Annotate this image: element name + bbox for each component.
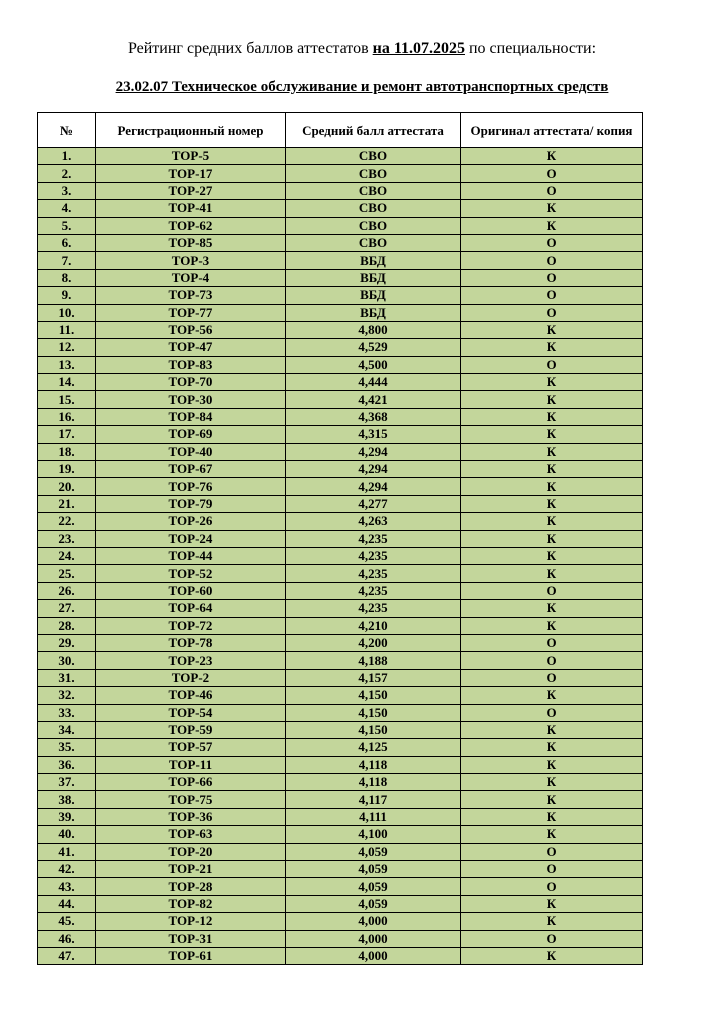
cell-registration: ТОР-30	[96, 391, 286, 408]
cell-number: 43.	[38, 878, 96, 895]
cell-registration: ТОР-36	[96, 808, 286, 825]
cell-original-copy: К	[461, 826, 643, 843]
table-row	[38, 808, 643, 825]
cell-original-copy: К	[461, 217, 643, 234]
cell-score: 4,421	[286, 391, 461, 408]
table-row	[38, 721, 643, 738]
cell-number: 29.	[38, 634, 96, 651]
cell-registration: ТОР-63	[96, 826, 286, 843]
cell-score: 4,117	[286, 791, 461, 808]
cell-registration: ТОР-27	[96, 182, 286, 199]
cell-registration: ТОР-59	[96, 721, 286, 738]
cell-registration: ТОР-17	[96, 165, 286, 182]
column-header-registration: Регистрационный номер	[96, 113, 286, 148]
cell-original-copy: К	[461, 895, 643, 912]
cell-registration: ТОР-47	[96, 339, 286, 356]
cell-score: 4,294	[286, 478, 461, 495]
table-row	[38, 913, 643, 930]
cell-registration: ТОР-66	[96, 774, 286, 791]
cell-registration: ТОР-72	[96, 617, 286, 634]
cell-original-copy: К	[461, 200, 643, 217]
cell-score: ВБД	[286, 287, 461, 304]
cell-number: 28.	[38, 617, 96, 634]
cell-score: 4,263	[286, 513, 461, 530]
cell-score: 4,125	[286, 739, 461, 756]
cell-score: 4,059	[286, 878, 461, 895]
table-row	[38, 321, 643, 338]
table-row	[38, 287, 643, 304]
table-row	[38, 269, 643, 286]
cell-registration: ТОР-61	[96, 947, 286, 964]
cell-original-copy: К	[461, 791, 643, 808]
cell-score: 4,100	[286, 826, 461, 843]
cell-score: 4,294	[286, 443, 461, 460]
specialty-heading: 23.02.07 Техническое обслуживание и ремонт автотранспортных средств	[115, 79, 609, 95]
cell-registration: ТОР-64	[96, 600, 286, 617]
table-row	[38, 165, 643, 182]
table-row	[38, 182, 643, 199]
cell-original-copy: О	[461, 634, 643, 651]
cell-registration: ТОР-52	[96, 565, 286, 582]
cell-number: 9.	[38, 287, 96, 304]
table-row	[38, 687, 643, 704]
cell-score: СВО	[286, 182, 461, 199]
cell-score: 4,000	[286, 913, 461, 930]
table-row	[38, 861, 643, 878]
cell-number: 25.	[38, 565, 96, 582]
cell-original-copy: К	[461, 739, 643, 756]
title-date: на 11.07.2025	[372, 40, 465, 57]
cell-registration: ТОР-84	[96, 408, 286, 425]
cell-score: 4,000	[286, 947, 461, 964]
table-row	[38, 408, 643, 425]
cell-registration: ТОР-24	[96, 530, 286, 547]
cell-registration: ТОР-83	[96, 356, 286, 373]
cell-registration: ТОР-46	[96, 687, 286, 704]
column-header-number: №	[38, 113, 96, 148]
cell-original-copy: О	[461, 704, 643, 721]
cell-score: 4,235	[286, 547, 461, 564]
table-row	[38, 947, 643, 964]
cell-score: 4,500	[286, 356, 461, 373]
cell-score: 4,157	[286, 669, 461, 686]
cell-score: ВБД	[286, 269, 461, 286]
cell-score: 4,529	[286, 339, 461, 356]
cell-score: СВО	[286, 200, 461, 217]
cell-number: 2.	[38, 165, 96, 182]
cell-original-copy: К	[461, 687, 643, 704]
table-row	[38, 443, 643, 460]
cell-number: 33.	[38, 704, 96, 721]
table-header-row	[38, 113, 643, 148]
cell-number: 21.	[38, 495, 96, 512]
cell-number: 15.	[38, 391, 96, 408]
cell-original-copy: К	[461, 721, 643, 738]
cell-registration: ТОР-62	[96, 217, 286, 234]
cell-original-copy: О	[461, 861, 643, 878]
cell-registration: ТОР-75	[96, 791, 286, 808]
cell-original-copy: К	[461, 913, 643, 930]
cell-number: 10.	[38, 304, 96, 321]
cell-registration: ТОР-76	[96, 478, 286, 495]
cell-score: 4,235	[286, 582, 461, 599]
cell-original-copy: О	[461, 269, 643, 286]
cell-number: 12.	[38, 339, 96, 356]
cell-number: 16.	[38, 408, 96, 425]
cell-registration: ТОР-57	[96, 739, 286, 756]
cell-number: 36.	[38, 756, 96, 773]
cell-registration: ТОР-4	[96, 269, 286, 286]
cell-score: 4,150	[286, 721, 461, 738]
table-row	[38, 461, 643, 478]
table-row	[38, 895, 643, 912]
cell-registration: ТОР-60	[96, 582, 286, 599]
table-row	[38, 339, 643, 356]
table-row	[38, 547, 643, 564]
cell-score: 4,210	[286, 617, 461, 634]
table-row	[38, 617, 643, 634]
cell-original-copy: О	[461, 878, 643, 895]
cell-original-copy: К	[461, 374, 643, 391]
cell-original-copy: К	[461, 808, 643, 825]
cell-number: 4.	[38, 200, 96, 217]
cell-registration: ТОР-69	[96, 426, 286, 443]
cell-registration: ТОР-21	[96, 861, 286, 878]
cell-registration: ТОР-41	[96, 200, 286, 217]
cell-number: 47.	[38, 947, 96, 964]
cell-original-copy: К	[461, 391, 643, 408]
cell-number: 6.	[38, 234, 96, 251]
cell-original-copy: О	[461, 304, 643, 321]
table-row	[38, 634, 643, 651]
cell-number: 20.	[38, 478, 96, 495]
cell-number: 30.	[38, 652, 96, 669]
cell-registration: ТОР-85	[96, 234, 286, 251]
cell-number: 35.	[38, 739, 96, 756]
cell-score: 4,059	[286, 895, 461, 912]
cell-number: 14.	[38, 374, 96, 391]
table-row	[38, 826, 643, 843]
rating-table	[37, 112, 643, 965]
cell-score: 4,368	[286, 408, 461, 425]
table-row	[38, 374, 643, 391]
column-header-original-copy: Оригинал аттестата/ копия	[461, 113, 643, 148]
cell-score: 4,150	[286, 687, 461, 704]
table-row	[38, 756, 643, 773]
cell-score: СВО	[286, 165, 461, 182]
cell-score: 4,059	[286, 861, 461, 878]
cell-original-copy: К	[461, 408, 643, 425]
table-body	[38, 148, 643, 965]
table-row	[38, 356, 643, 373]
cell-registration: ТОР-26	[96, 513, 286, 530]
cell-registration: ТОР-5	[96, 148, 286, 165]
cell-score: 4,235	[286, 565, 461, 582]
cell-score: 4,118	[286, 774, 461, 791]
cell-number: 8.	[38, 269, 96, 286]
cell-score: 4,315	[286, 426, 461, 443]
cell-original-copy: К	[461, 495, 643, 512]
cell-original-copy: К	[461, 947, 643, 964]
cell-number: 41.	[38, 843, 96, 860]
cell-original-copy: О	[461, 356, 643, 373]
cell-original-copy: К	[461, 443, 643, 460]
cell-original-copy: О	[461, 652, 643, 669]
cell-number: 1.	[38, 148, 96, 165]
cell-original-copy: О	[461, 843, 643, 860]
cell-number: 40.	[38, 826, 96, 843]
cell-number: 24.	[38, 547, 96, 564]
cell-number: 5.	[38, 217, 96, 234]
cell-registration: ТОР-3	[96, 252, 286, 269]
cell-original-copy: К	[461, 774, 643, 791]
cell-registration: ТОР-2	[96, 669, 286, 686]
cell-original-copy: О	[461, 252, 643, 269]
cell-score: 4,235	[286, 530, 461, 547]
cell-original-copy: К	[461, 547, 643, 564]
cell-number: 27.	[38, 600, 96, 617]
cell-score: ВБД	[286, 304, 461, 321]
cell-registration: ТОР-31	[96, 930, 286, 947]
table-row	[38, 148, 643, 165]
table-row	[38, 217, 643, 234]
cell-score: ВБД	[286, 252, 461, 269]
cell-original-copy: К	[461, 426, 643, 443]
cell-score: 4,059	[286, 843, 461, 860]
cell-number: 34.	[38, 721, 96, 738]
table-row	[38, 234, 643, 251]
cell-registration: ТОР-78	[96, 634, 286, 651]
cell-registration: ТОР-20	[96, 843, 286, 860]
cell-registration: ТОР-54	[96, 704, 286, 721]
cell-original-copy: К	[461, 600, 643, 617]
table-row	[38, 652, 643, 669]
cell-original-copy: К	[461, 617, 643, 634]
cell-number: 42.	[38, 861, 96, 878]
cell-registration: ТОР-56	[96, 321, 286, 338]
table-row	[38, 304, 643, 321]
cell-number: 46.	[38, 930, 96, 947]
cell-original-copy: О	[461, 165, 643, 182]
table-row	[38, 478, 643, 495]
table-row	[38, 200, 643, 217]
cell-original-copy: К	[461, 478, 643, 495]
table-row	[38, 530, 643, 547]
cell-score: 4,235	[286, 600, 461, 617]
table-row	[38, 600, 643, 617]
cell-registration: ТОР-73	[96, 287, 286, 304]
cell-number: 7.	[38, 252, 96, 269]
cell-registration: ТОР-11	[96, 756, 286, 773]
cell-number: 44.	[38, 895, 96, 912]
cell-number: 45.	[38, 913, 96, 930]
cell-original-copy: О	[461, 582, 643, 599]
table-row	[38, 495, 643, 512]
cell-original-copy: К	[461, 756, 643, 773]
cell-number: 11.	[38, 321, 96, 338]
cell-original-copy: К	[461, 513, 643, 530]
table-row	[38, 582, 643, 599]
table-row	[38, 565, 643, 582]
title-suffix: по специальности:	[464, 40, 597, 57]
table-row	[38, 426, 643, 443]
cell-original-copy: К	[461, 461, 643, 478]
table-row	[38, 878, 643, 895]
cell-score: 4,444	[286, 374, 461, 391]
cell-original-copy: О	[461, 930, 643, 947]
cell-score: 4,118	[286, 756, 461, 773]
table-row	[38, 391, 643, 408]
cell-score: СВО	[286, 148, 461, 165]
title-prefix: Рейтинг средних баллов аттестатов	[127, 40, 373, 57]
cell-score: 4,200	[286, 634, 461, 651]
column-header-average-score: Средний балл аттестата	[286, 113, 461, 148]
table-row	[38, 669, 643, 686]
cell-number: 3.	[38, 182, 96, 199]
cell-registration: ТОР-70	[96, 374, 286, 391]
cell-score: СВО	[286, 234, 461, 251]
table-row	[38, 930, 643, 947]
cell-original-copy: О	[461, 669, 643, 686]
cell-number: 19.	[38, 461, 96, 478]
cell-registration: ТОР-28	[96, 878, 286, 895]
cell-registration: ТОР-44	[96, 547, 286, 564]
table-row	[38, 252, 643, 269]
cell-score: 4,277	[286, 495, 461, 512]
cell-number: 17.	[38, 426, 96, 443]
cell-registration: ТОР-82	[96, 895, 286, 912]
cell-score: 4,188	[286, 652, 461, 669]
cell-registration: ТОР-67	[96, 461, 286, 478]
cell-score: 4,294	[286, 461, 461, 478]
cell-score: 4,000	[286, 930, 461, 947]
cell-number: 37.	[38, 774, 96, 791]
cell-original-copy: К	[461, 148, 643, 165]
cell-number: 38.	[38, 791, 96, 808]
cell-score: 4,150	[286, 704, 461, 721]
cell-original-copy: О	[461, 182, 643, 199]
cell-score: СВО	[286, 217, 461, 234]
document-title	[0, 40, 724, 58]
cell-number: 23.	[38, 530, 96, 547]
cell-number: 26.	[38, 582, 96, 599]
cell-original-copy: К	[461, 530, 643, 547]
cell-original-copy: О	[461, 234, 643, 251]
cell-original-copy: К	[461, 565, 643, 582]
table-row	[38, 739, 643, 756]
cell-number: 22.	[38, 513, 96, 530]
cell-registration: ТОР-23	[96, 652, 286, 669]
cell-original-copy: К	[461, 321, 643, 338]
cell-number: 18.	[38, 443, 96, 460]
table-row	[38, 704, 643, 721]
table-row	[38, 774, 643, 791]
cell-registration: ТОР-77	[96, 304, 286, 321]
cell-number: 39.	[38, 808, 96, 825]
cell-registration: ТОР-40	[96, 443, 286, 460]
cell-number: 31.	[38, 669, 96, 686]
cell-number: 32.	[38, 687, 96, 704]
cell-number: 13.	[38, 356, 96, 373]
cell-score: 4,800	[286, 321, 461, 338]
cell-score: 4,111	[286, 808, 461, 825]
cell-registration: ТОР-12	[96, 913, 286, 930]
cell-original-copy: О	[461, 287, 643, 304]
cell-original-copy: К	[461, 339, 643, 356]
table-row	[38, 791, 643, 808]
table-row	[38, 843, 643, 860]
cell-registration: ТОР-79	[96, 495, 286, 512]
table-row	[38, 513, 643, 530]
